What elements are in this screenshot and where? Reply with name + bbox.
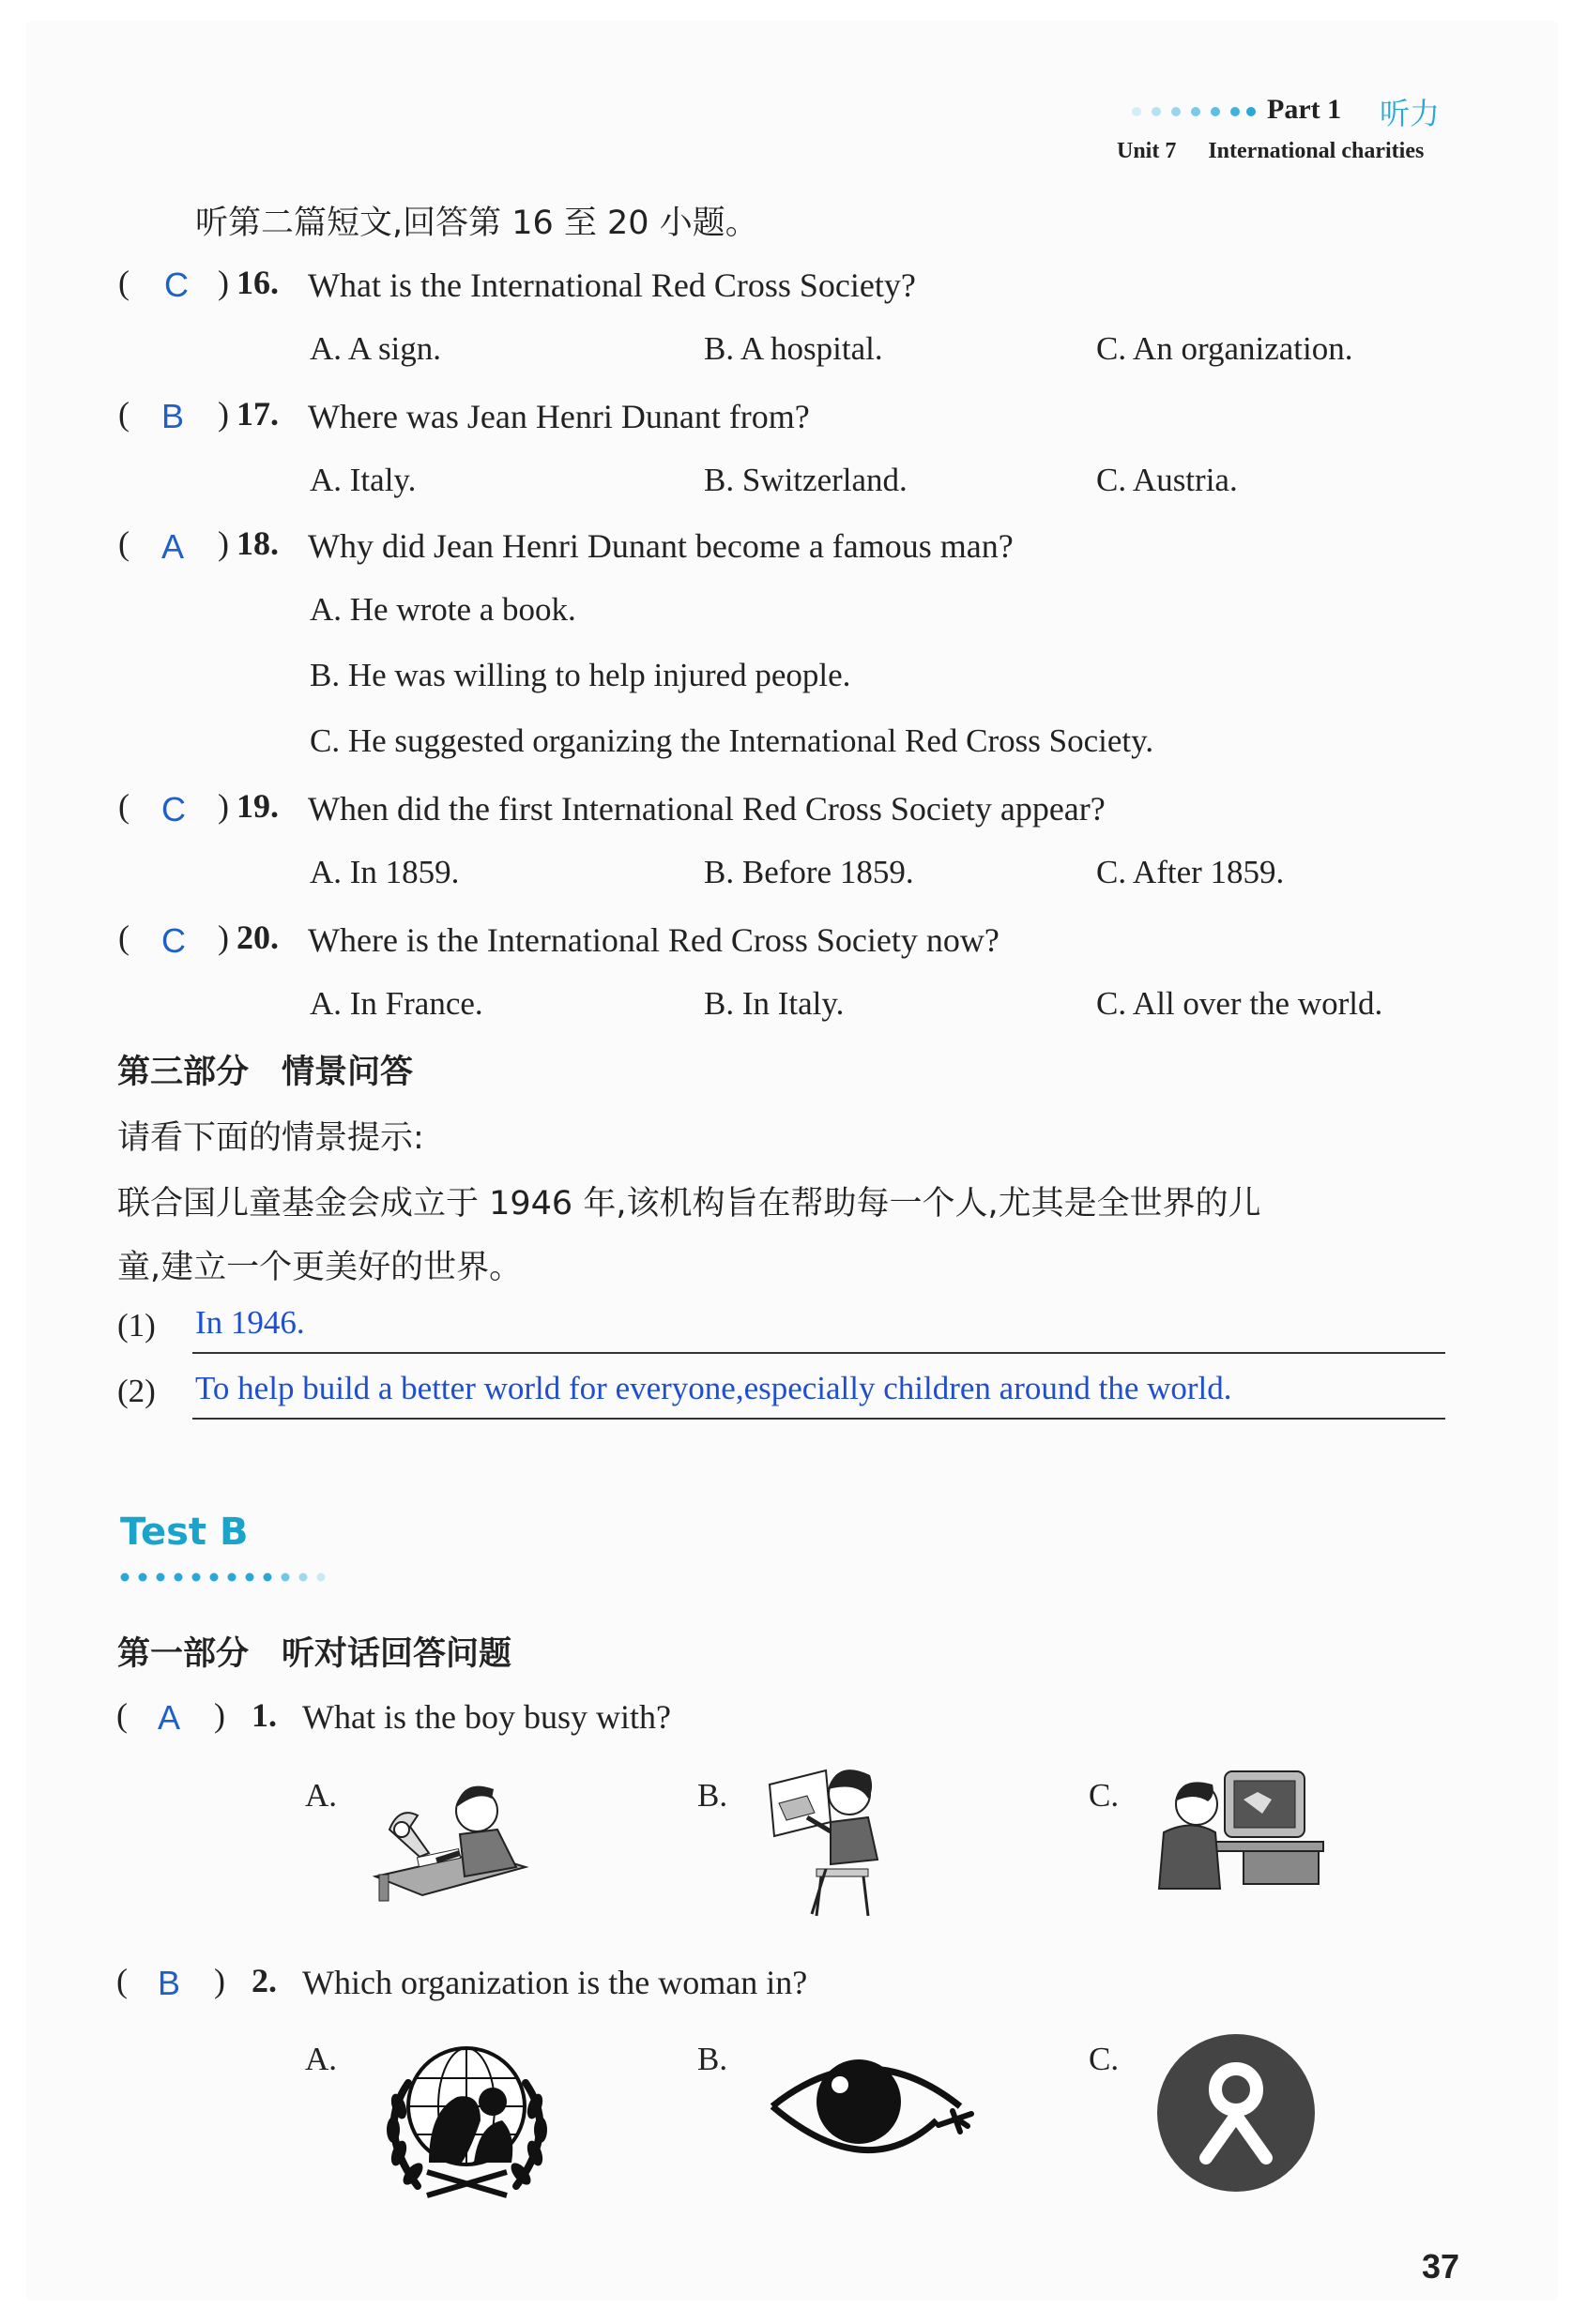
answer-line [192, 1352, 1445, 1354]
q16-text: What is the International Red Cross Society? [308, 266, 916, 304]
paren-open: ( [116, 1696, 128, 1734]
tb-q1-option-a: A. [305, 1777, 338, 1814]
paren-open: ( [118, 524, 130, 562]
boy-writing-picture [366, 1764, 544, 1905]
q18-option-a: A. He wrote a book. [310, 591, 576, 628]
tb-q1-answer: A [158, 1698, 181, 1737]
q19-option-a: A. In 1859. [310, 854, 460, 890]
unicef-logo [371, 2031, 563, 2210]
tb-q2-option-a: A. [305, 2041, 338, 2077]
q20-option-c: C. All over the world. [1096, 985, 1383, 1022]
paren-close: ) [218, 919, 229, 956]
paren-close: ) [218, 787, 229, 825]
paren-close: ) [214, 1696, 225, 1734]
q17-text: Where was Jean Henri Dunant from? [308, 398, 810, 435]
q17-option-b: B. Switzerland. [704, 462, 908, 498]
q19-text: When did the first International Red Cross Society appear? [308, 790, 1106, 828]
q18-text: Why did Jean Henri Dunant become a famous man? [308, 527, 1014, 565]
testb-dots [120, 1571, 331, 1584]
q20-option-a: A. In France. [310, 985, 483, 1022]
answer-line [192, 1418, 1445, 1420]
part3-answer2-text: To help build a better world for everyone,especially children around the world. [195, 1370, 1232, 1406]
q16-option-b: B. A hospital. [704, 330, 883, 367]
paren-open: ( [118, 395, 130, 433]
header-section-cn: 听力 [1380, 96, 1441, 131]
q18-option-b: B. He was willing to help injured people. [310, 657, 851, 693]
q18-answer: A [161, 527, 185, 566]
paren-close: ) [218, 524, 229, 562]
q17-option-c: C. Austria. [1096, 462, 1238, 498]
q17-number: 17. [237, 395, 279, 433]
tb-q2-answer: B [158, 1964, 181, 2002]
part3-answer1-text: In 1946. [195, 1304, 305, 1341]
tb-q1-number: 1. [252, 1696, 277, 1734]
header-part: Part 1 [1267, 94, 1342, 125]
part3-prompt-line2: 童,建立一个更美好的世界。 [117, 1249, 523, 1286]
part3-heading: 第三部分 情景问答 [117, 1054, 414, 1091]
q20-answer: C [161, 921, 186, 960]
q16-option-c: C. An organization. [1096, 330, 1353, 367]
tb-q1-text: What is the boy busy with? [302, 1698, 671, 1736]
paren-open: ( [116, 1962, 128, 1999]
q19-answer: C [161, 790, 186, 828]
tb-q1-option-b: B. [697, 1777, 728, 1814]
tb-q2-option-b: B. [697, 2041, 728, 2077]
paren-close: ) [218, 264, 229, 301]
q18-number: 18. [237, 524, 279, 562]
paren-open: ( [118, 264, 130, 301]
testb-title: Test B [120, 1511, 249, 1554]
q18-option-c: C. He suggested organizing the International Red Cross Society. [310, 722, 1154, 759]
header-unit-line [1117, 139, 1424, 164]
header-dots [1131, 105, 1258, 118]
q16-number: 16. [237, 264, 279, 301]
tb-q2-number: 2. [252, 1962, 277, 1999]
header-unit: Unit 7 [1117, 139, 1177, 163]
q20-text: Where is the International Red Cross Society now? [308, 921, 1000, 959]
q17-option-a: A. Italy. [310, 462, 417, 498]
part3-prompt-label: 请看下面的情景提示: [117, 1119, 424, 1157]
q16-answer: C [164, 266, 189, 304]
header-unit-title: International charities [1208, 139, 1425, 163]
q19-option-c: C. After 1859. [1096, 854, 1285, 890]
part3-answer2-number: (2) [117, 1373, 156, 1409]
paren-open: ( [118, 919, 130, 956]
part3-answer1-number: (1) [117, 1307, 156, 1344]
q19-option-b: B. Before 1859. [704, 854, 914, 890]
q17-answer: B [161, 397, 185, 435]
q20-number: 20. [237, 919, 279, 956]
paren-open: ( [118, 787, 130, 825]
q19-number: 19. [237, 787, 279, 825]
circle-figure-logo [1154, 2031, 1319, 2195]
passage2-instruction: 听第二篇短文,回答第 16 至 20 小题。 [195, 205, 758, 242]
q16-option-a: A. A sign. [310, 330, 442, 367]
tb-q2-text: Which organization is the woman in? [302, 1964, 808, 2001]
boy-painting-picture [760, 1756, 892, 1921]
page-number: 37 [1422, 2247, 1460, 2286]
part3-prompt-line1: 联合国儿童基金会成立于 1946 年,该机构旨在帮助每一个人,尤其是全世界的儿 [117, 1185, 1261, 1223]
testb-part1-heading: 第一部分 听对话回答问题 [117, 1635, 512, 1673]
q20-option-b: B. In Italy. [704, 985, 845, 1022]
paren-close: ) [214, 1962, 225, 1999]
paren-close: ) [218, 395, 229, 433]
tb-q1-option-c: C. [1089, 1777, 1120, 1814]
boy-computer-picture [1154, 1762, 1328, 1893]
eye-plane-logo [765, 2036, 981, 2177]
tb-q2-option-c: C. [1089, 2041, 1120, 2077]
